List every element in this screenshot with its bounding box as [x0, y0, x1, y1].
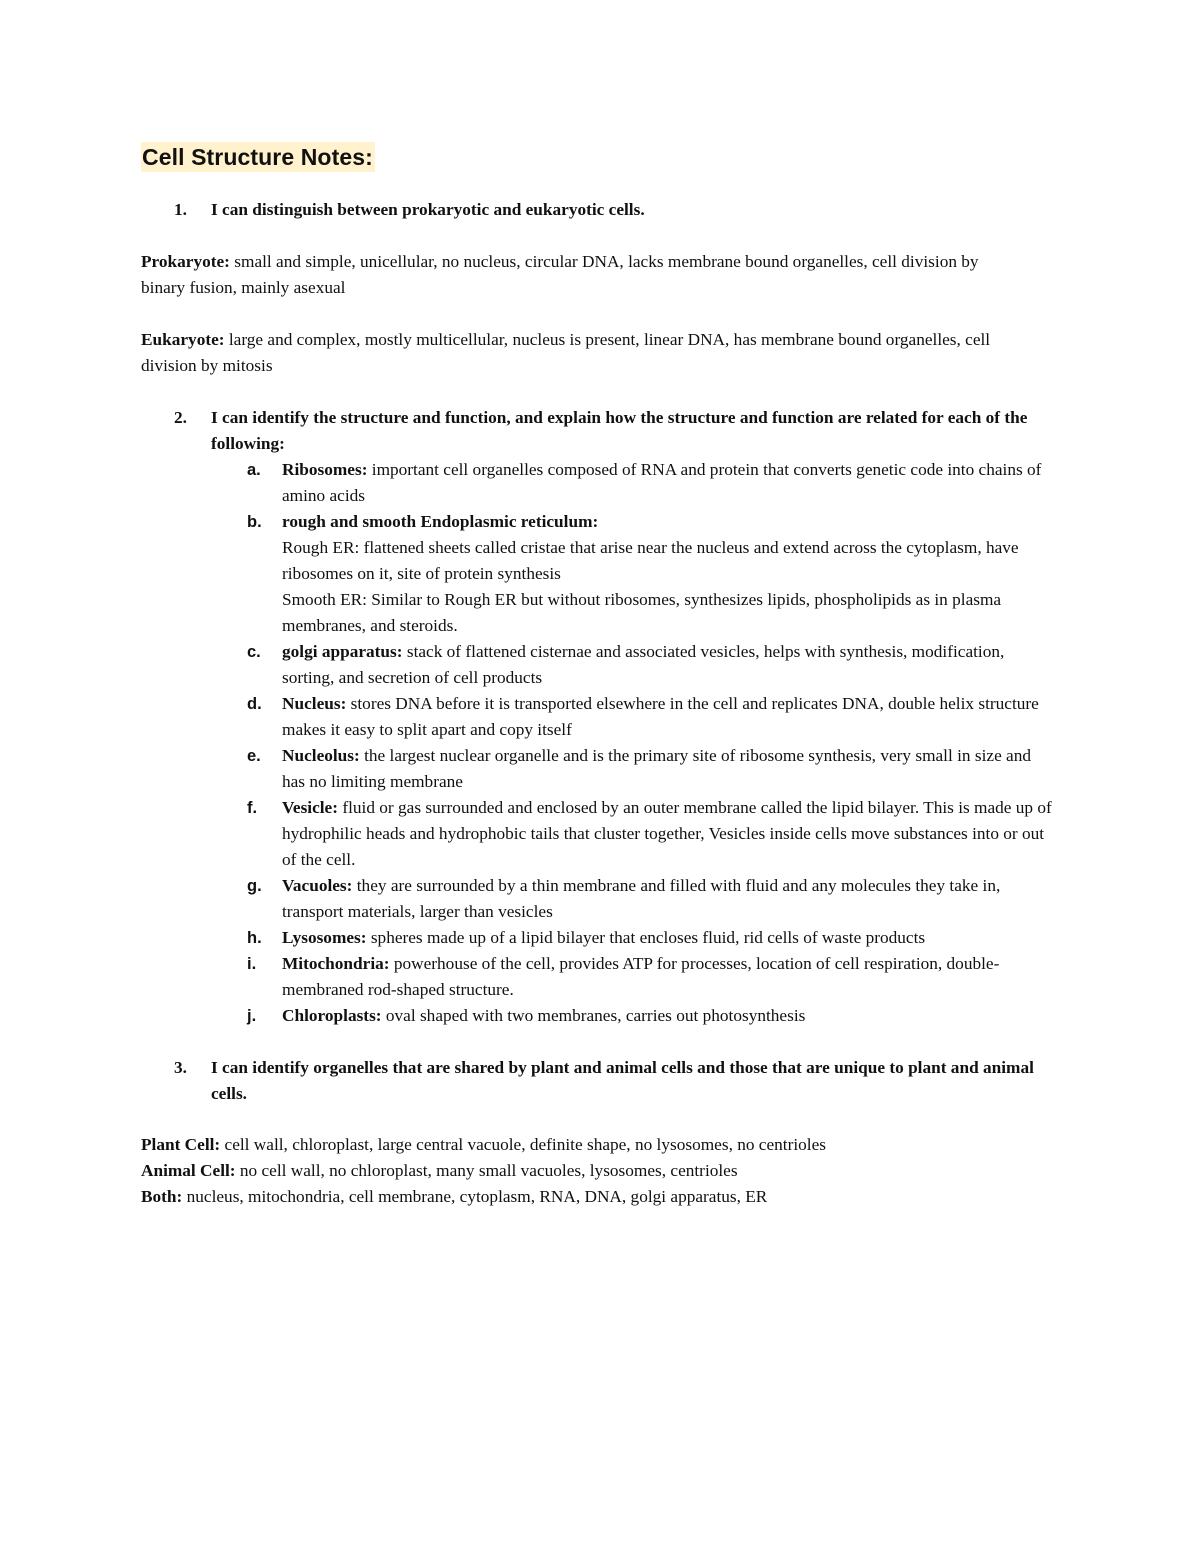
organelle-description: important cell organelles composed of RNA and protein that converts genetic code into chains of amino acids: [282, 460, 1042, 505]
organelle-label: Chloroplasts:: [282, 1006, 382, 1025]
objective-1-text: I can distinguish between prokaryotic and eukaryotic cells.: [211, 200, 645, 219]
organelle-label: Ribosomes:: [282, 460, 368, 479]
both-text: nucleus, mitochondria, cell membrane, cytoplasm, RNA, DNA, golgi apparatus, ER: [186, 1187, 768, 1206]
organelle-label: rough and smooth Endoplasmic reticulum:: [282, 512, 599, 531]
objective-2-number: 2.: [174, 408, 187, 427]
organelle-label: Vacuoles:: [282, 876, 353, 895]
organelle-b-marker: b.: [247, 513, 262, 531]
objective-1-number: 1.: [174, 200, 187, 219]
organelle-description: fluid or gas surrounded and enclosed by an outer membrane called the lipid bilayer. This is made up of hydrophilic heads and hydrophobic tails that cluster together, Vesicles inside cells move substances into or out of the cell.: [282, 798, 1052, 869]
organelle-j-marker: j.: [247, 1007, 257, 1025]
animal-cell-text: no cell wall, no chloroplast, many small vacuoles, lysosomes, centrioles: [239, 1161, 738, 1180]
organelle-description: powerhouse of the cell, provides ATP for processes, location of cell respiration, double-membraned rod-shaped structure.: [282, 954, 1000, 999]
organelle-c-marker: c.: [247, 643, 261, 661]
rough-er-description: Rough ER: flattened sheets called cristae that arise near the nucleus and extend across the cytoplasm, have ribosomes on it, site of protein synthesis: [282, 538, 1019, 583]
organelle-description: the largest nuclear organelle and is the primary site of ribosome synthesis, very small in size and has no limiting membrane: [282, 746, 1032, 791]
organelle-description: spheres made up of a lipid bilayer that encloses fluid, rid cells of waste products: [370, 928, 926, 947]
plant-cell-line: [141, 1132, 1041, 1158]
organelle-label: golgi apparatus:: [282, 642, 403, 661]
plant-cell-label: Plant Cell:: [141, 1135, 221, 1154]
organelle-nucleus: [282, 691, 1052, 743]
organelle-label: Lysosomes:: [282, 928, 367, 947]
organelle-description: stores DNA before it is transported elsewhere in the cell and replicates DNA, double helix structure makes it easy to split apart and copy itself: [282, 694, 1039, 739]
organelle-d-marker: d.: [247, 695, 262, 713]
organelle-label: Nucleus:: [282, 694, 347, 713]
objective-3-number: 3.: [174, 1058, 187, 1077]
organelle-label: Nucleolus:: [282, 746, 360, 765]
smooth-er-description: Smooth ER: Similar to Rough ER but without ribosomes, synthesizes lipids, phospholipids as in plasma membranes, and steroids.: [282, 590, 1002, 635]
prokaryote-label: Prokaryote:: [141, 252, 230, 271]
eukaryote-label: Eukaryote:: [141, 330, 225, 349]
objective-2-text: I can identify the structure and function, and explain how the structure and function are related for each of the following:: [211, 408, 1028, 453]
organelle-vesicle: [282, 795, 1052, 873]
organelle-g-marker: g.: [247, 877, 262, 895]
organelle-f-marker: f.: [247, 799, 258, 817]
organelle-golgi: [282, 639, 1052, 691]
organelle-label: Vesicle:: [282, 798, 338, 817]
animal-cell-label: Animal Cell:: [141, 1161, 236, 1180]
organelle-chloroplasts: [282, 1003, 1052, 1029]
organelle-nucleolus: [282, 743, 1052, 795]
organelle-er: [282, 509, 1052, 639]
organelle-mitochondria: [282, 951, 1052, 1003]
prokaryote-text: small and simple, unicellular, no nucleus, circular DNA, lacks membrane bound organelles, cell division by binary fusion, mainly asexual: [141, 252, 979, 297]
organelle-a-marker: a.: [247, 461, 261, 479]
plant-cell-text: cell wall, chloroplast, large central vacuole, definite shape, no lysosomes, no centrioles: [224, 1135, 826, 1154]
organelle-description: oval shaped with two membranes, carries out photosynthesis: [385, 1006, 806, 1025]
organelle-ribosomes: [282, 457, 1052, 509]
organelle-e-marker: e.: [247, 747, 261, 765]
prokaryote-definition: [141, 249, 1021, 301]
both-line: [141, 1184, 1041, 1210]
organelle-h-marker: h.: [247, 929, 262, 947]
organelle-i-marker: i.: [247, 955, 257, 973]
animal-cell-line: [141, 1158, 1041, 1184]
organelle-label: Mitochondria:: [282, 954, 390, 973]
organelle-vacuoles: [282, 873, 1052, 925]
both-label: Both:: [141, 1187, 183, 1206]
objective-3-text: I can identify organelles that are shared by plant and animal cells and those that are unique to plant and animal cells.: [211, 1058, 1034, 1103]
eukaryote-definition: [141, 327, 1021, 379]
organelle-description: stack of flattened cisternae and associated vesicles, helps with synthesis, modification, sorting, and secretion of cell products: [282, 642, 1005, 687]
organelle-lysosomes: [282, 925, 1052, 951]
page-title: Cell Structure Notes:: [142, 144, 373, 170]
organelle-description: they are surrounded by a thin membrane and filled with fluid and any molecules they take in, transport materials, larger than vesicles: [282, 876, 1001, 921]
eukaryote-text: large and complex, mostly multicellular, nucleus is present, linear DNA, has membrane bound organelles, cell division by mitosis: [141, 330, 991, 375]
